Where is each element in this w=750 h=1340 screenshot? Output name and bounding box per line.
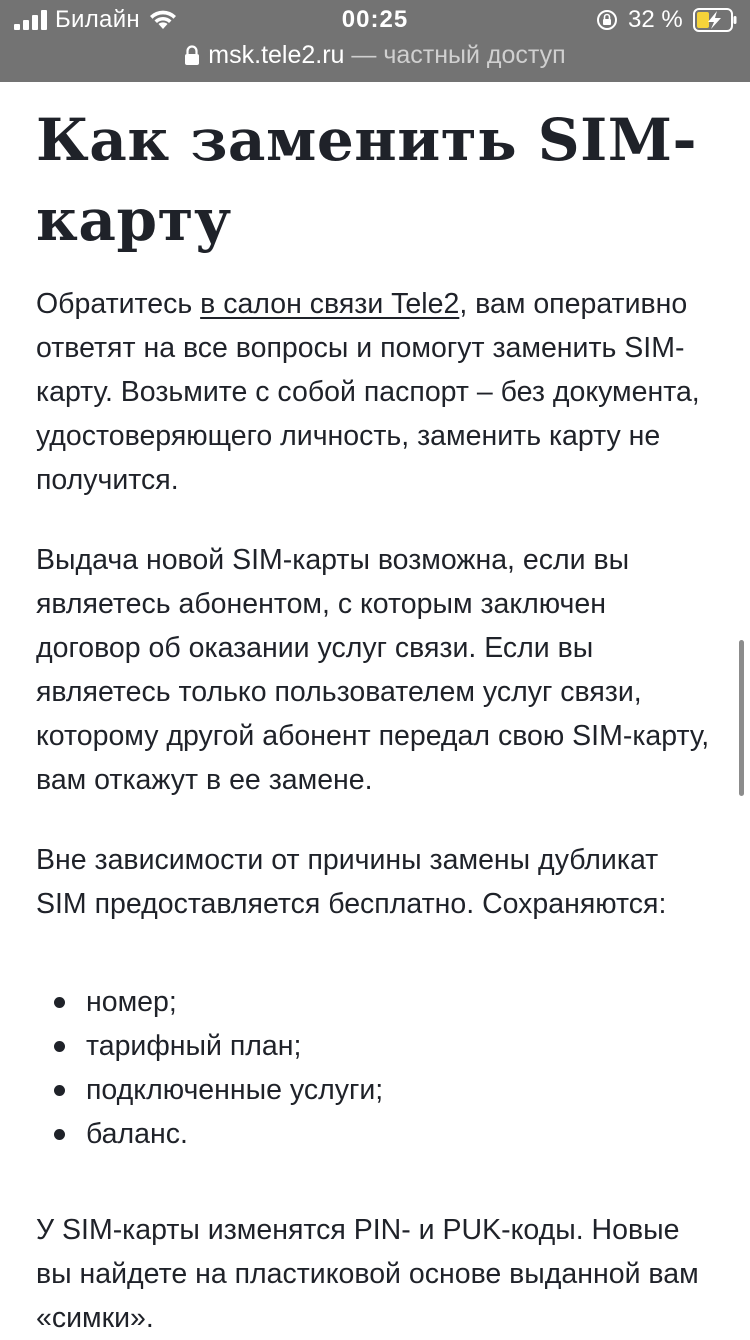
salon-link[interactable]: в салон связи Tele2 (200, 288, 460, 320)
list-item: подключенные услуги; (36, 1068, 383, 1112)
private-mode-label: — частный доступ (351, 41, 566, 69)
paragraph-contact-salon (36, 282, 716, 502)
list-bullet-icon (54, 1041, 65, 1052)
url-host: msk.tele2.ru (208, 41, 345, 69)
list-item: тарифный план; (36, 1024, 383, 1068)
status-bar (0, 0, 750, 40)
battery-charging-icon (693, 8, 737, 32)
orientation-lock-icon (596, 9, 618, 31)
clock: 00:25 (341, 6, 409, 33)
list-bullet-icon (54, 997, 65, 1008)
battery-percent: 32 % (628, 6, 683, 33)
paragraph-eligibility: Выдача новой SIM-карты возможна, если вы являетесь абонентом, с которым заключен договор об оказании услуг связи. Если вы являетесь только пользователем услуг связи, которому другой абонент передал свою SIM-карту, вам откажут в ее замене. (36, 544, 710, 796)
scrollbar[interactable] (739, 640, 744, 796)
browser-top-bar (0, 0, 750, 82)
paragraph-text: , вам оперативно ответят на все вопросы и помогут заменить SIM-карту. Возьмите с собой паспорт – без документа, удостоверяющего личность, заменить карту не получится. (36, 288, 700, 496)
padlock-icon (184, 44, 200, 66)
list-item: номер; (36, 980, 383, 1024)
list-bullet-icon (54, 1085, 65, 1096)
page-title: Как заменить SIM-карту (36, 106, 698, 254)
article (36, 100, 716, 1334)
paragraph-free-duplicate: Вне зависимости от причины замены дубликат SIM предоставляется бесплатно. Сохраняются: (36, 844, 667, 920)
paragraph-text: Обратитесь (36, 288, 201, 320)
carrier-name: Билайн (55, 6, 140, 33)
paragraph-pin-puk: У SIM-карты изменятся PIN- и PUK-коды. Новые вы найдете на пластиковой основе выданной вам «симки». (36, 1214, 699, 1334)
list-bullet-icon (54, 1129, 65, 1140)
list-item: баланс. (36, 1112, 383, 1156)
address-bar[interactable] (0, 40, 750, 80)
preserved-items-list (36, 980, 383, 1156)
